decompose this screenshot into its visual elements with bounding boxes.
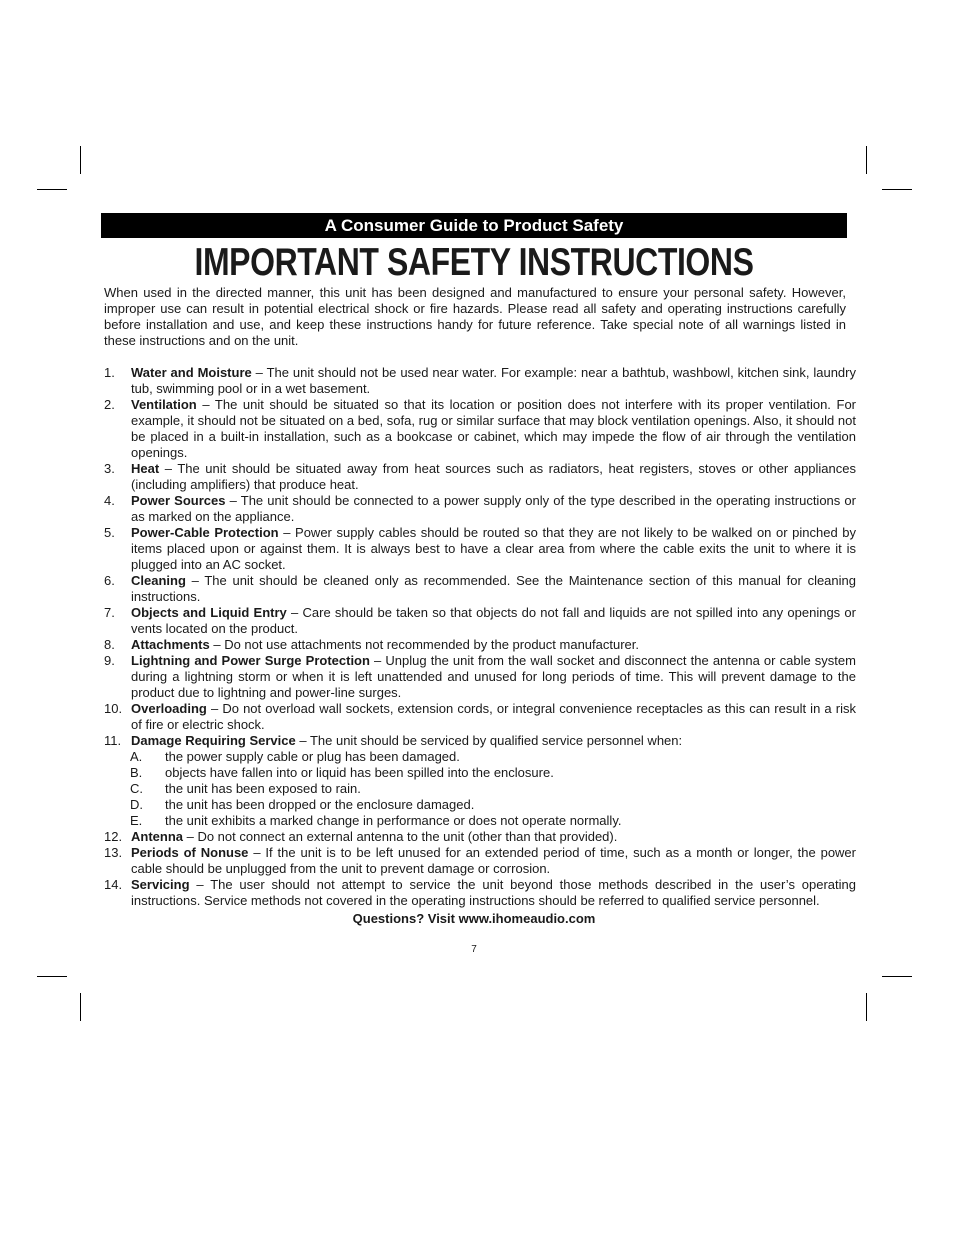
crop-mark-bottom-right [866,993,867,1021]
sub-item-text: the unit has been dropped or the enclosure damaged. [165,797,475,812]
sub-item-letter: C. [130,781,143,796]
crop-mark-top-right [882,189,912,190]
item-text: – The unit should be connected to a power supply only of the type described in the operating instructions or as marked on the appliance. [131,493,856,524]
item-number: 5. [104,525,115,540]
service-conditions-list [104,749,856,829]
list-item [104,877,856,909]
item-number: 1. [104,365,115,380]
sub-item-text: the power supply cable or plug has been damaged. [165,749,460,764]
list-item [104,653,856,701]
crop-mark-bottom-right [882,976,912,977]
item-text: – The unit should be cleaned only as recommended. See the Maintenance section of this manual for cleaning instructions. [131,573,856,604]
item-text: – Do not connect an external antenna to the unit (other than that provided). [183,829,618,844]
item-text: – The unit should be situated so that its location or position does not interfere with its proper ventilation. For example, it should not be situated on a bed, sofa, rug or similar surface that may block ventilation openings. Also, it should not be placed in a built-in installation, such as a bookcase or cabinet, which may impede the flow of air through the ventilation openings. [131,397,856,460]
list-item [104,637,856,653]
crop-mark-bottom-left [80,993,81,1021]
item-text: – The unit should not be used near water. For example: near a bathtub, washbowl, kitchen sink, laundry tub, swimming pool or in a wet basement. [131,365,856,396]
item-number: 12. [104,829,123,844]
item-text: – If the unit is to be left unused for an extended period of time, such as a month or longer, the power cable should be unplugged from the unit to prevent damage or corrosion. [131,845,856,876]
crop-mark-bottom-left [37,976,67,977]
item-text: – The user should not attempt to service the unit beyond those methods described in the user’s operating instructions. Service methods not covered in the operating instructions should be referred to qualified service personnel. [131,877,856,908]
crop-mark-top-left [80,146,81,174]
item-number: 4. [104,493,115,508]
item-number: 10. [104,701,123,716]
support-link-text: Questions? Visit www.ihomeaudio.com [352,911,596,926]
item-text: – Care should be taken so that objects do not fall and liquids are not spilled into any openings or vents located on the product. [131,605,856,636]
list-item [104,525,856,573]
safety-instructions-list [104,365,856,909]
item-term: Cleaning [131,573,186,588]
item-term: Overloading [131,701,207,716]
sub-item-text: the unit has been exposed to rain. [165,781,361,796]
sub-list-item [104,797,856,813]
item-term: Ventilation [131,397,197,412]
item-number: 6. [104,573,115,588]
item-text: – The unit should be serviced by qualified service personnel when: [295,733,683,748]
sub-list-item [104,765,856,781]
page-title: IMPORTANT SAFETY INSTRUCTIONS [194,241,754,284]
sub-item-text: the unit exhibits a marked change in performance or does not operate normally. [165,813,622,828]
section-banner: A Consumer Guide to Product Safety [101,213,847,238]
item-term: Antenna [131,829,183,844]
sub-list-item [104,813,856,829]
list-item [104,573,856,605]
item-term: Power-Cable Protection [131,525,279,540]
list-item [104,397,856,461]
list-item [104,733,856,829]
sub-list-item [104,781,856,797]
item-term: Damage Requiring Service [131,733,296,748]
item-term: Lightning and Power Surge Protection [131,653,370,668]
item-number: 14. [104,877,123,892]
item-term: Attachments [131,637,210,652]
list-item [104,605,856,637]
item-term: Servicing [131,877,190,892]
item-text: – Unplug the unit from the wall socket and disconnect the antenna or cable system during a lightning storm or when it is left unattended and unused for long periods of time. This will prevent damage to the product due to lightning and power-line surges. [131,653,856,700]
sub-list-item [104,749,856,765]
list-item [104,701,856,733]
sub-item-text: objects have fallen into or liquid has been spilled into the enclosure. [165,765,554,780]
item-number: 2. [104,397,115,412]
sub-item-letter: B. [130,765,143,780]
item-number: 13. [104,845,123,860]
sub-item-letter: E. [130,813,143,828]
item-number: 8. [104,637,115,652]
item-term: Heat [131,461,160,476]
item-term: Water and Moisture [131,365,252,380]
list-item [104,461,856,493]
item-number: 7. [104,605,115,620]
sub-item-letter: D. [130,797,143,812]
list-item [104,493,856,525]
item-term: Periods of Nonuse [131,845,249,860]
item-text: – Do not overload wall sockets, extension cords, or integral convenience receptacles as this can result in a risk of fire or electric shock. [131,701,856,732]
item-text: – The unit should be situated away from heat sources such as radiators, heat registers, stoves or other appliances (including amplifiers) that produce heat. [131,461,856,492]
item-text: – Do not use attachments not recommended by the product manufacturer. [209,637,639,652]
crop-mark-top-right [866,146,867,174]
sub-item-letter: A. [130,749,143,764]
list-item [104,365,856,397]
list-item [104,829,856,845]
list-item [104,845,856,877]
intro-paragraph: When used in the directed manner, this unit has been designed and manufactured to ensure your personal safety. However, improper use can result in potential electrical shock or fire hazards. Please read all safety and operating instructions carefully before installation and use, and keep these instructions handy for future reference. Take special note of all warnings listed in these instructions and on the unit. [104,285,846,348]
item-number: 9. [104,653,115,668]
crop-mark-top-left [37,189,67,190]
item-number: 11. [104,733,122,748]
page-number: 7 [471,944,477,955]
item-number: 3. [104,461,115,476]
item-text: – Power supply cables should be routed so that they are not likely to be walked on or pinched by items placed upon or against them. It is always best to have a clear area from where the cable exits the unit to where it is plugged into an AC socket. [131,525,856,572]
item-term: Power Sources [131,493,226,508]
item-term: Objects and Liquid Entry [131,605,287,620]
